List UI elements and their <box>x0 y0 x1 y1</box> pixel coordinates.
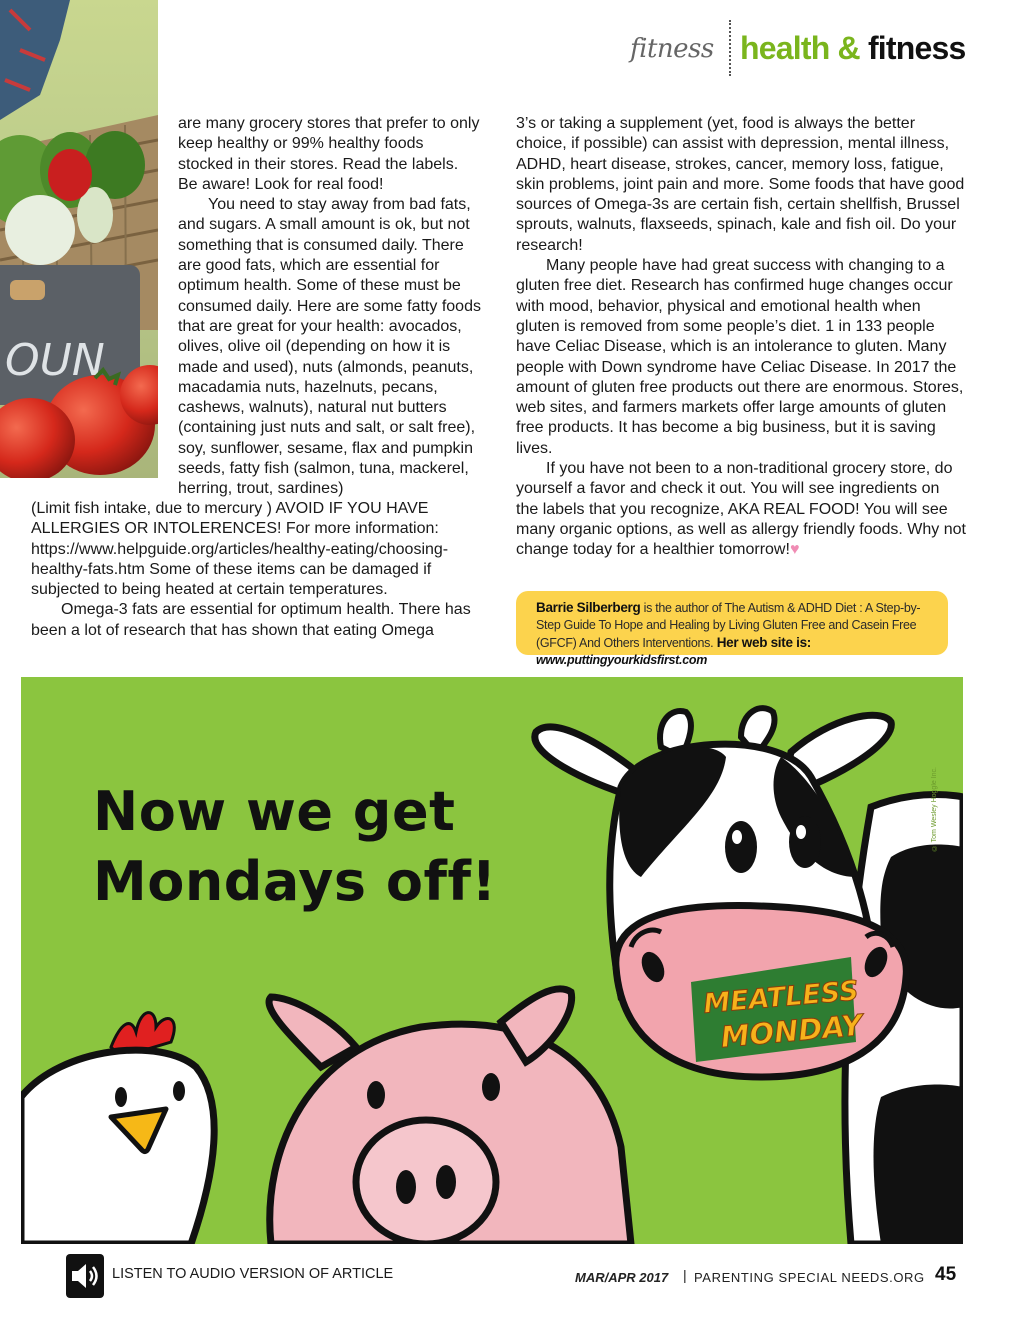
author-bio-box <box>516 591 948 667</box>
paragraph: Many people have had great success with changing to a gluten free diet. Research has confirmed huge changes occur with mood, behavior, physical and emotional health when gluten is removed from some people’s diet. 1 in 133 people have Celiac Disease, which is an intolerance to gluten. Many people with Down syndrome have Celiac Disease. In 2017 the amount of gluten free products out there are enormous. Stores, web sites, and farmers markets offer large amounts of gluten free products. It has become a big business, but it is saving lives. <box>516 257 964 457</box>
paragraph: You need to stay away from bad fats, and sugars. A small amount is ok, but not something that is consumed daily. There are good fats, which are essential for optimum health. Some of these must be consumed daily. Here are some fatty foods that are great for your health: avocados, olives, olive oil (depending on how it is made and used), nuts (almonds, peanuts, macadamia nuts, hazelnuts, pecans, cashews, walnuts), natural nut butters (containing just nuts and salt, or salt free), soy, sunflower, sesame, flax and pumpkin seeds, fatty fish (salmon, tuna, mackerel, herring, trout, sardines) <box>178 196 481 498</box>
title-health: health <box>740 30 830 66</box>
author-website-link[interactable]: www.puttingyourkidsfirst.com <box>536 653 708 667</box>
author-name: Barrie Silberberg <box>536 600 641 615</box>
ad-credit: © Tom Wesley Hoggle Inc. <box>931 767 938 852</box>
page-number: 45 <box>935 1264 957 1285</box>
title-fitness: fitness <box>867 30 966 66</box>
paragraph <box>516 459 966 560</box>
pig-illustration <box>269 989 631 1244</box>
section-label: fitness <box>630 34 714 64</box>
vegetable-basket-photo <box>0 0 158 478</box>
meatless-monday-ad <box>21 677 963 1244</box>
heart-icon: ♥ <box>789 541 800 559</box>
chicken-illustration <box>21 1013 214 1244</box>
header-divider <box>729 20 731 76</box>
footer-separator: | <box>683 1267 687 1283</box>
magazine-name: PARENTING SPECIAL NEEDS.ORG <box>694 1270 925 1285</box>
author-bio-text: is the author of The Autism & ADHD Diet : A Step-by-Step Guide To Hope and Healing by Living Gluten Free and Casein Free (GFCF) And Others Interventions. <box>536 601 921 650</box>
issue-date: MAR/APR 2017 <box>575 1270 669 1285</box>
paragraph: are many grocery stores that prefer to only keep healthy or 99% healthy foods stocked in their stores. Read the labels. Be aware! Look for real food! <box>178 115 480 193</box>
ad-illustration <box>21 677 963 1244</box>
chalkboard-text: OUN <box>5 335 105 386</box>
paragraph: 3’s or taking a supplement (yet, food is always the better choice, if possible) can assist with depression, mental illness, ADHD, heart disease, strokes, cancer, memory loss, fatigue, skin problems, joint pain and more. Some foods that have good sources of Omega-3s are certain fish, certain shellfish, Brussel sprouts, walnuts, flaxseeds, spinach, kale and fish oil. Do your research! <box>516 115 965 254</box>
article-column-1 <box>178 114 482 500</box>
audio-play-button[interactable] <box>66 1254 104 1298</box>
article-column-1-continued <box>31 499 482 641</box>
headline-line-1: Now we get <box>93 780 456 843</box>
paragraph: (Limit fish intake, due to mercury ) AVOID IF YOU HAVE ALLERGIES OR INTOLERENCES! For more information: https://www.helpguide.org/articles/healthy-eating/choosing-healthy-fats.htm Some of these items can be damaged if subjected to being heated at certain temperatures. <box>31 500 449 599</box>
web-label: Her web site is: <box>713 635 811 650</box>
closing-text: If you have not been to a non-traditional grocery store, do yourself a favor and check it out. You will see ingredients on the labels that you recognize, AKA REAL FOOD! You will see many organic options, as well as allergy friendly foods. Why not change today for a healthier tomorrow! <box>516 460 966 559</box>
logo-line1: MEATLESS <box>702 975 860 1020</box>
article-column-2 <box>516 114 966 561</box>
page-section-title <box>740 30 965 67</box>
title-amp: & <box>837 30 860 66</box>
audio-link-label[interactable]: LISTEN TO AUDIO VERSION OF ARTICLE <box>112 1266 394 1282</box>
headline-line-2: Mondays off! <box>93 850 497 913</box>
logo-line2: MONDAY <box>719 1007 864 1055</box>
speaker-icon <box>66 1254 104 1298</box>
paragraph: Omega-3 fats are essential for optimum health. There has been a lot of research that has shown that eating Omega <box>31 601 471 639</box>
ad-headline <box>93 777 497 917</box>
